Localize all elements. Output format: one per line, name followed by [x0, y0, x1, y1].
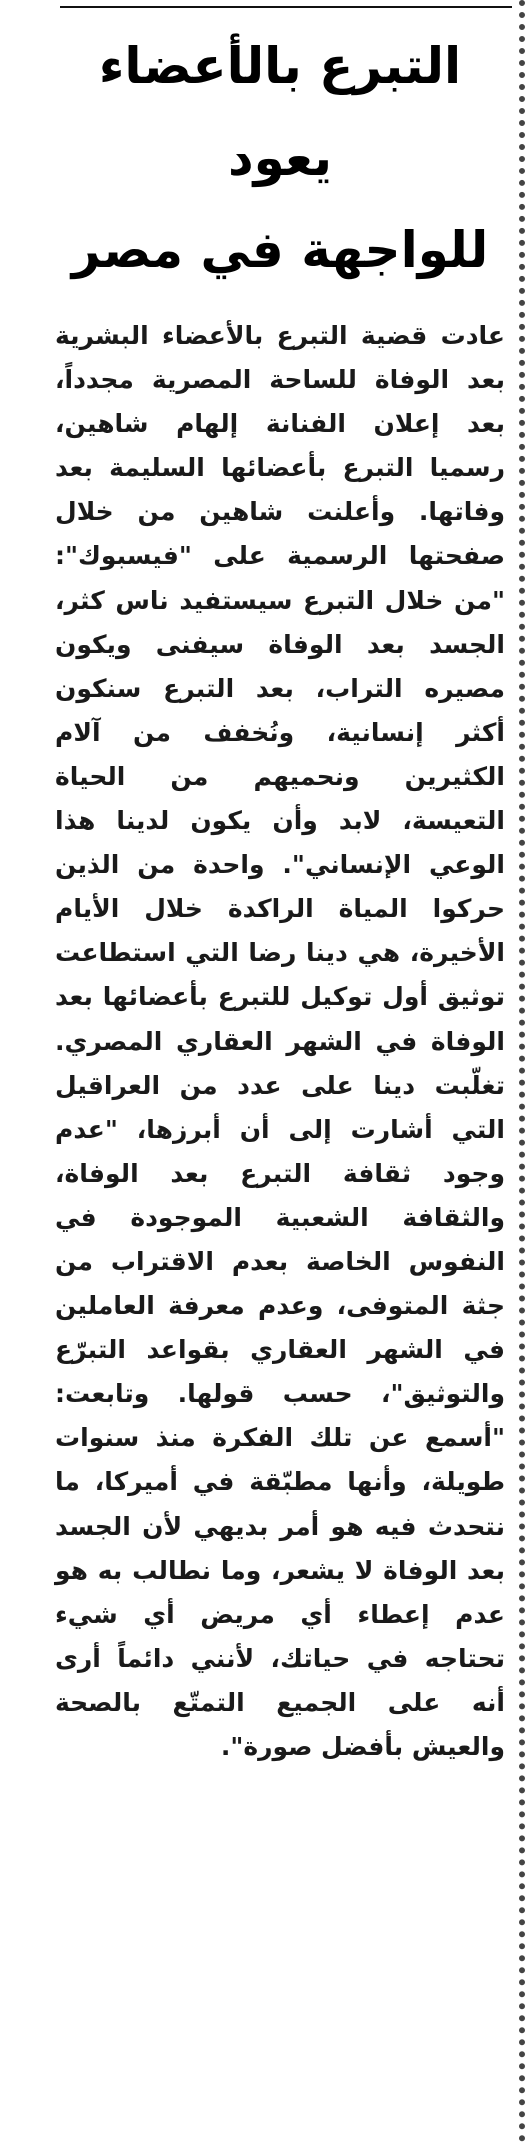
article [55, 20, 505, 1794]
top-rule [60, 6, 512, 8]
dotted-column-border [519, 0, 525, 2143]
article-body: عادت قضية التبرع بالأعضاء البشرية بعد الوفاة للساحة المصرية مجدداً، بعد إعلان الفنانة إلهام شاهين، رسميا التبرع بأعضائها السليمة بعد وفاتها. وأعلنت شاهين من خلال صفحتها الرسمية على "فيسبوك": "من خلال التبرع سيستفيد ناس كثر، الجسد بعد الوفاة سيفنى ويكون مصيره التراب، بعد التبرع سنكون أكثر إنسانية، ونُخفف من آلام الكثيرين ونحميهم من الحياة التعيسة، لابد وأن يكون لدينا هذا الوعي الإنساني". واحدة من الذين حركوا المياة الراكدة خلال الأيام الأخيرة، هي دينا رضا التي استطاعت توثيق أول توكيل للتبرع بأعضائها بعد الوفاة في الشهر العقاري المصري. تغلّبت دينا على عدد من العراقيل التي أشارت إلى أن أبرزها، "عدم وجود ثقافة التبرع بعد الوفاة، والثقافة الشعبية الموجودة في النفوس الخاصة بعدم الاقتراب من جثة المتوفى، وعدم معرفة العاملين في الشهر العقاري بقواعد التبرّع والتوثيق"، حسب قولها. وتابعت: "أسمع عن تلك الفكرة منذ سنوات طويلة، وأنها مطبّقة في أميركا، ما نتحدث فيه هو أمر بديهي لأن الجسد بعد الوفاة لا يشعر، وما نطالب به هو عدم إعطاء أي مريض أي شيء تحتاجه في حياتك، لأنني دائماً أرى أنه على الجميع التمتّع بالصحة والعيش بأفضل صورة". [55, 321, 505, 1761]
headline-line-1: التبرع بالأعضاء يعود [98, 37, 462, 187]
article-headline [55, 20, 505, 296]
headline-line-2: للواجهة في مصر [71, 221, 489, 279]
